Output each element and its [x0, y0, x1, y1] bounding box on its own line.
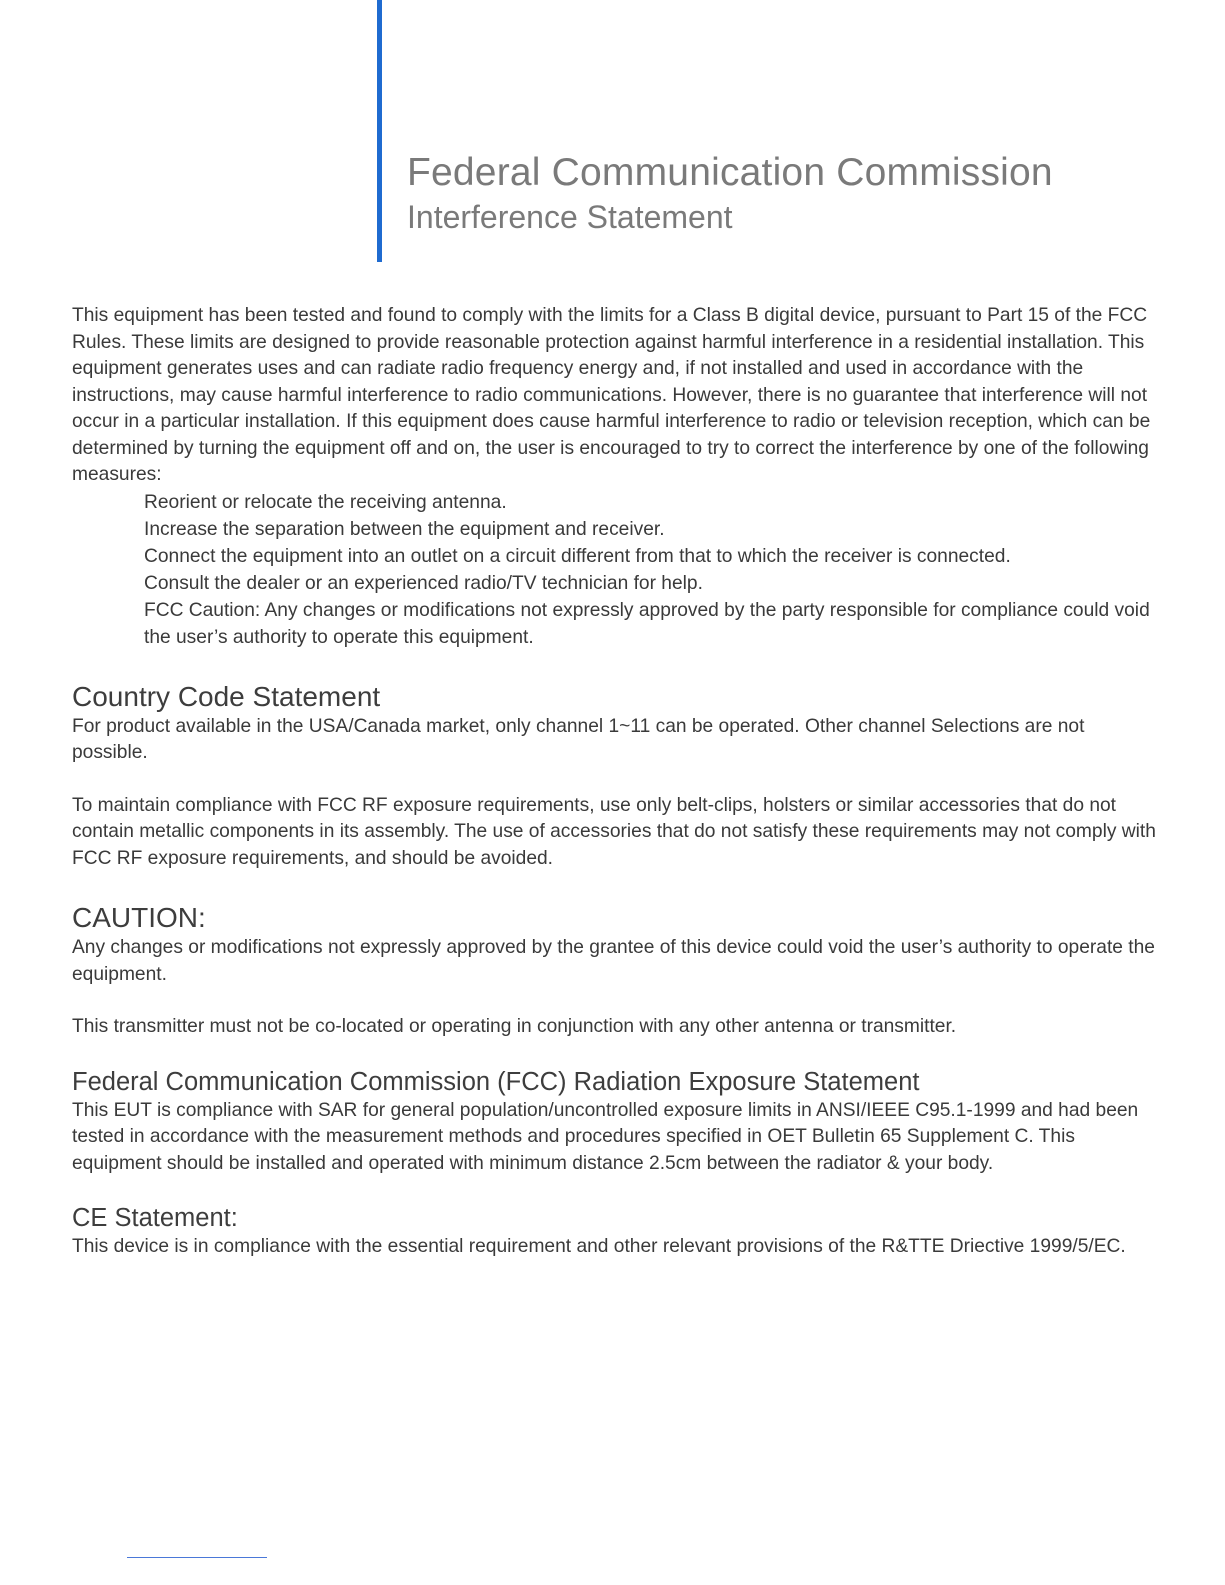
page-subtitle: Interference Statement [407, 199, 733, 235]
caution-paragraph: Any changes or modifications not expressly approved by the grantee of this device could void the user’s authority to operate the equipment. [72, 937, 1155, 985]
measures-list [72, 489, 1162, 651]
list-item: Consult the dealer or an experienced radio/TV technician for help. [144, 572, 703, 594]
list-item: Connect the equipment into an outlet on a circuit different from that to which the receiver is connected. [144, 545, 1011, 567]
country-code-paragraph: For product available in the USA/Canada market, only channel 1~11 can be operated. Other channel Selections are not possible. [72, 715, 1085, 763]
section-spacer [72, 1041, 1162, 1067]
footer-rule [127, 1557, 267, 1558]
intro-paragraph: This equipment has been tested and found to comply with the limits for a Class B digital device, pursuant to Part 15 of the FCC Rules. These limits are designed to provide reasonable protection against harmful interference in a residential installation. This equipment generates uses and can radiate radio frequency energy and, if not installed and used in accordance with the instructions, may cause harmful interference to radio communications. However, there is no guarantee that interference will not occur in a particular installation. If this equipment does cause harmful interference to radio or television reception, which can be determined by turning the equipment off and on, the user is encouraged to try to correct the interference by one of the following measures: [72, 305, 1151, 485]
radiation-exposure-paragraph: This EUT is compliance with SAR for general population/uncontrolled exposure limits in ANSI/IEEE C95.1-1999 and had been tested in accordance with the measurement methods and procedures specified in OET Bulletin 65 Supplement C. This equipment should be installed and operated with minimum distance 2.5cm between the radiator & your body. [72, 1099, 1139, 1174]
paragraph-spacer [72, 988, 1162, 1014]
list-item: FCC Caution: Any changes or modifications not expressly approved by the party responsible for compliance could void the user’s authority to operate this equipment. [144, 599, 1150, 648]
list-item: Reorient or relocate the receiving antenna. [144, 491, 507, 513]
ce-statement-paragraph: This device is in compliance with the essential requirement and other relevant provisions of the R&TTE Driective 1999/5/EC. [72, 1236, 1126, 1257]
radiation-exposure-heading: Federal Communication Commission (FCC) Radiation Exposure Statement [72, 1067, 920, 1096]
paragraph-spacer [72, 767, 1162, 793]
rf-exposure-paragraph: To maintain compliance with FCC RF exposure requirements, use only belt-clips, holsters or similar accessories that do not contain metallic components in its assembly. The use of accessories that do not satisfy these requirements may not comply with FCC RF exposure requirements, and should be avoided. [72, 794, 1156, 869]
document-body [72, 303, 1162, 1261]
page-title: Federal Communication Commission [407, 151, 1053, 194]
caution-heading: CAUTION: [72, 902, 206, 933]
co-location-paragraph: This transmitter must not be co-located or operating in conjunction with any other antenna or transmitter. [72, 1016, 957, 1037]
title-accent-bar [377, 0, 382, 262]
country-code-heading: Country Code Statement [72, 680, 381, 712]
section-spacer [72, 651, 1162, 680]
ce-statement-heading: CE Statement: [72, 1204, 238, 1232]
section-spacer [72, 1177, 1162, 1203]
section-spacer [72, 872, 1162, 901]
title-block [407, 150, 1053, 238]
list-item: Increase the separation between the equipment and receiver. [144, 518, 665, 540]
